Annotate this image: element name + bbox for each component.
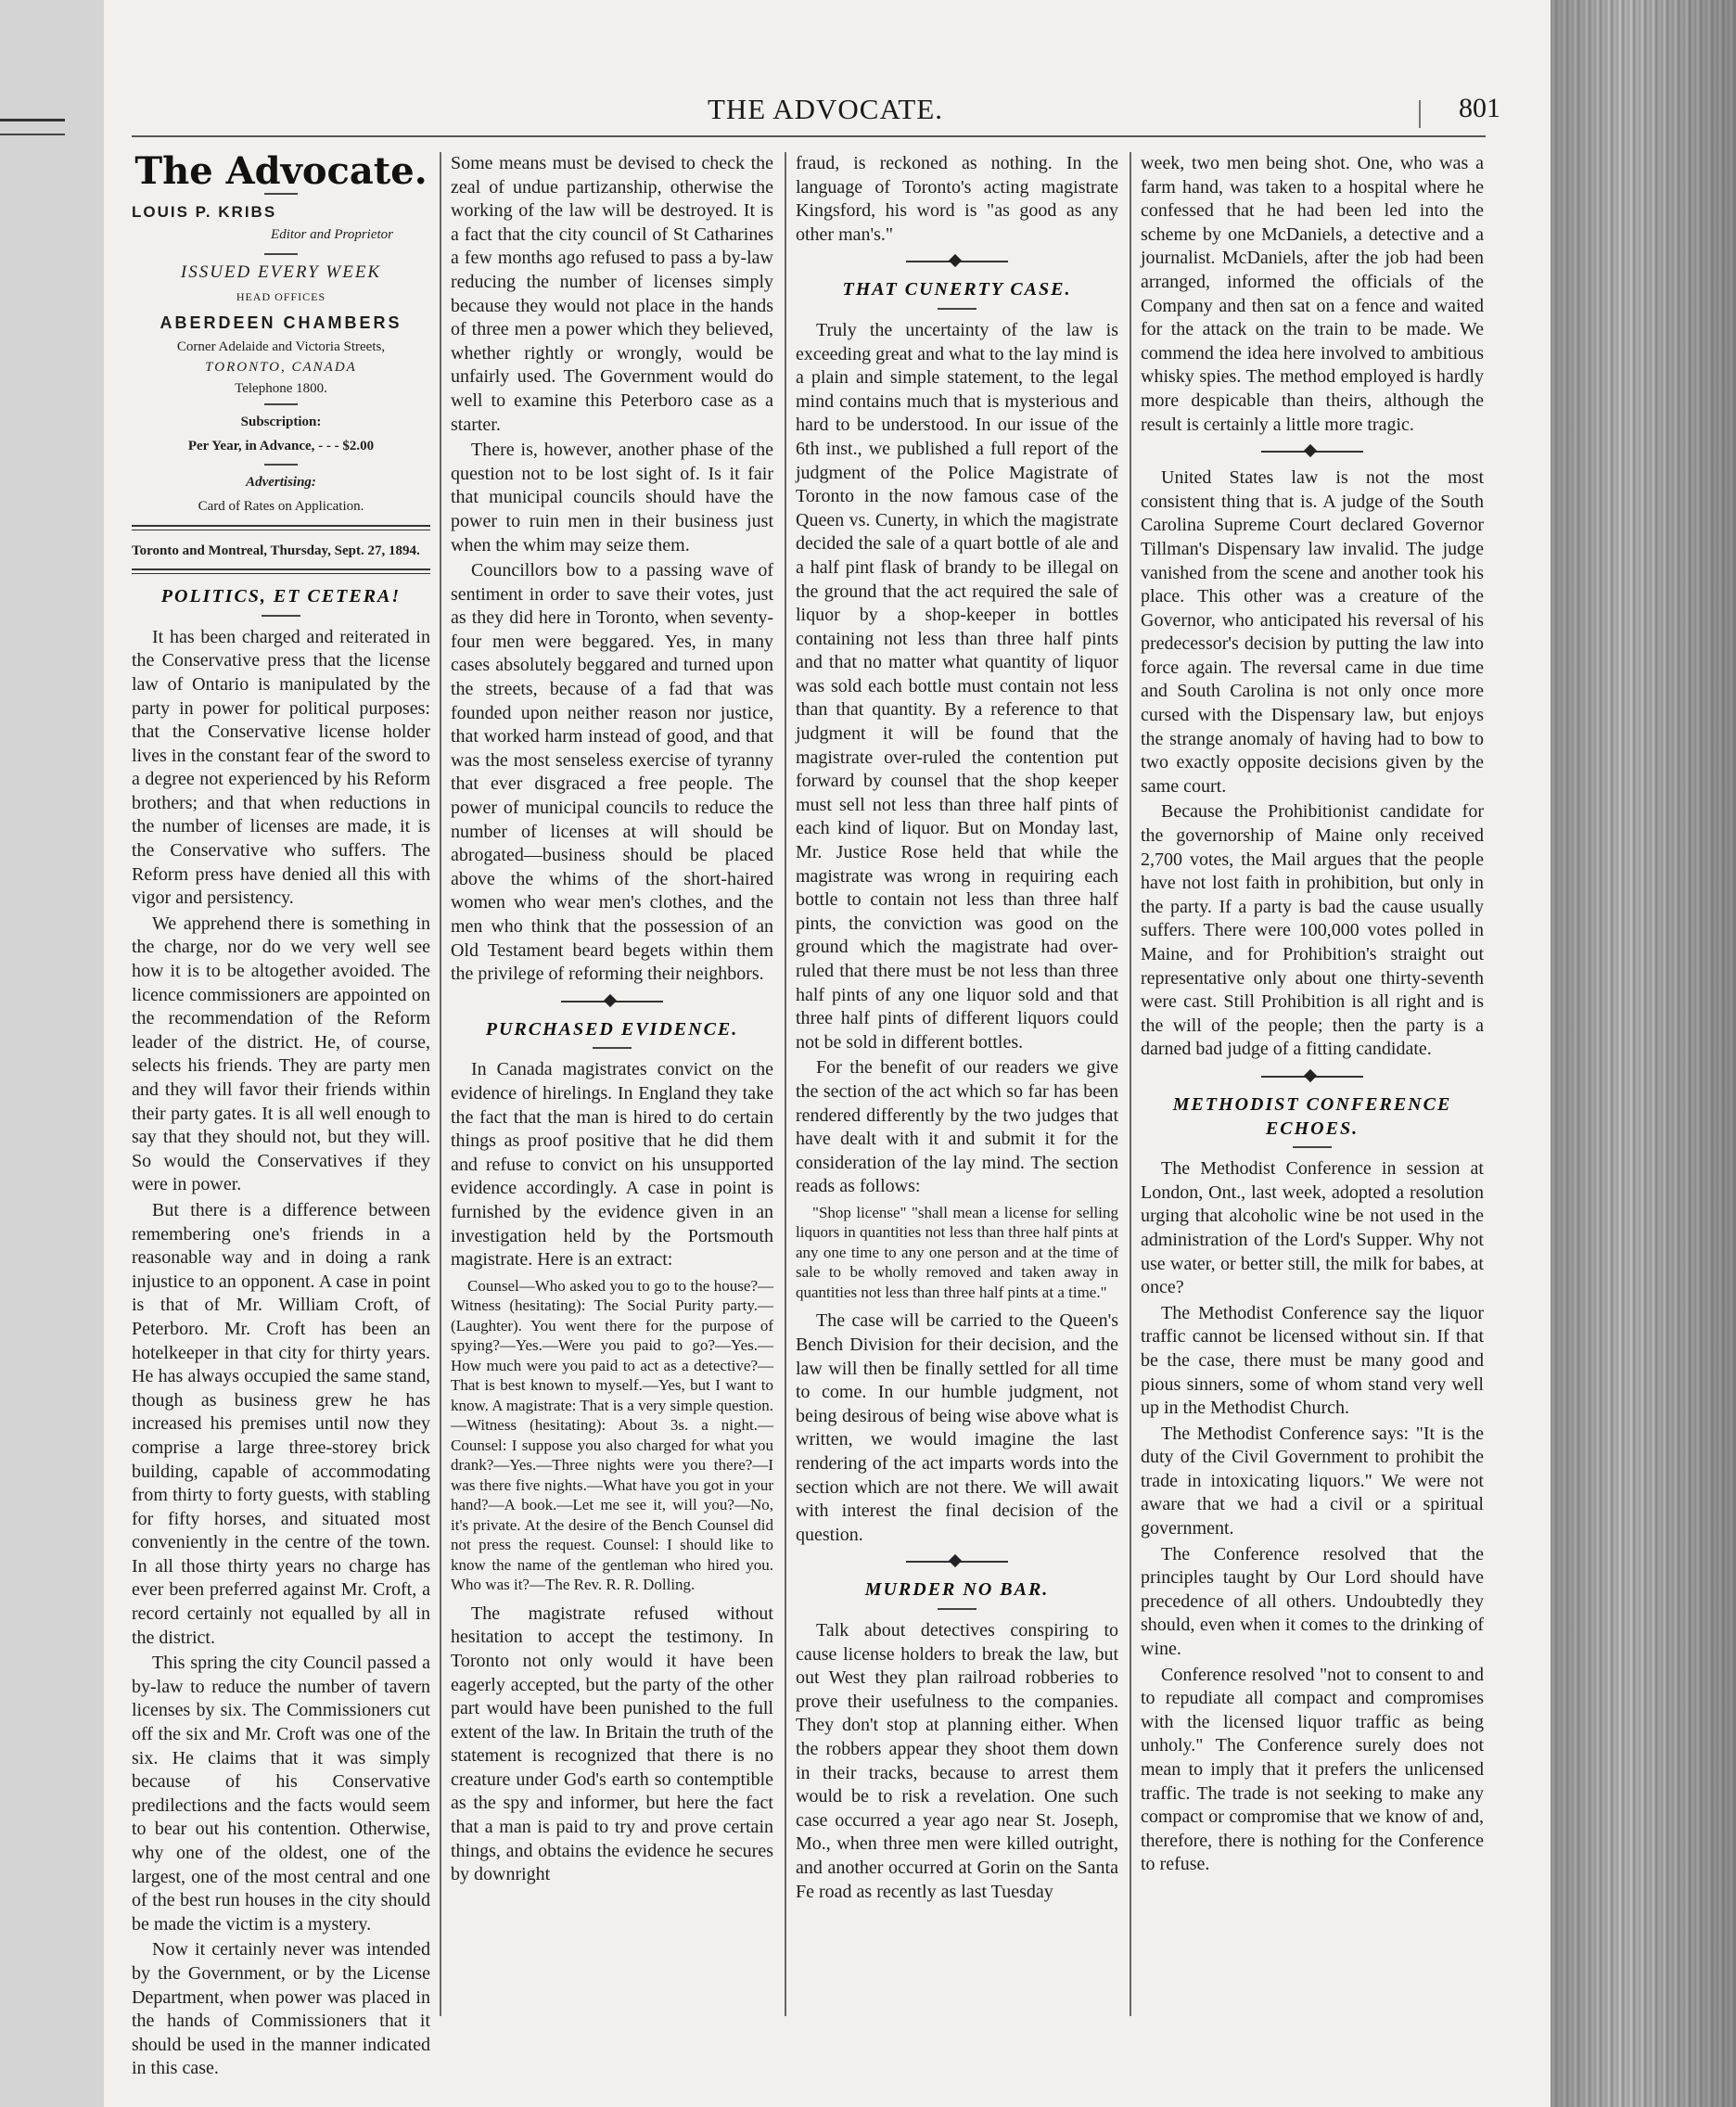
section-ornament (1261, 1071, 1363, 1082)
paragraph: The Conference resolved that the principles taught by Our Lord should have precedence of all others. Undoubtedly they should, even when it comes to the drinking of wine. (1141, 1543, 1484, 1660)
left-page-margin (0, 0, 104, 2107)
telephone: Telephone 1800. (235, 381, 327, 397)
section-ornament (906, 1556, 1008, 1567)
article-heading: PURCHASED EVIDENCE. (485, 1018, 739, 1040)
dateline: Toronto and Montreal, Thursday, Sept. 27, 1894. (132, 543, 420, 558)
section-ornament (561, 996, 663, 1007)
paragraph: fraud, is reckoned as nothing. In the language of Toronto's acting magistrate Kingsford, his word is "as good as any other man's." (796, 153, 1118, 245)
paragraph: week, two men being shot. One, who was a farm hand, was taken to a hospital where he confessed that he had been led into the scheme by one McDaniels, a detective and a journalist. McDaniels, after the job had been arranged, informed the officials of the Company and then sat on a fence and waited for the attack on the train to be made. We commend the idea here involved to ambitious whisky spies. The method employed is hardly more despicable than theirs, although the result is certainly a little more tragic. (1141, 153, 1484, 435)
masthead (132, 149, 430, 574)
advertising-label: Advertising: (246, 475, 316, 491)
article-heading: METHODIST CONFERENCE ECHOES. (1172, 1093, 1452, 1139)
paragraph: There is, however, another phase of the question not to be lost sight of. Is it fair that municipal councils should have the power to ruin men in their business just when the whim may seize them. (451, 440, 773, 555)
paragraph: The Methodist Conference in session at London, Ont., last week, adopted a resolution urging that alcoholic wine be not used in the administration of the Lord's Supper. Why not use water, or better still, the milk for babes, at once? (1141, 1158, 1484, 1298)
header-tick (1419, 100, 1421, 128)
address: Corner Adelaide and Victoria Streets, (176, 338, 386, 354)
paragraph: It has been charged and reiterated in the Conservative press that the license law of Ontario is manipulated by the party in power for political purposes: that the Conservative license holder lives in the constant fear of the sword to a degree not experienced by his Reform brothers; and that when reductions in the number of licenses are made, it is the Conservative who suffers. The Reform press have denied all this with vigor and persistency. (132, 626, 430, 909)
header-rule (132, 135, 1486, 137)
head-offices: HEAD OFFICES (236, 290, 326, 304)
paragraph: Some means must be devised to check the zeal of undue partizanship, otherwise the working of the law will be destroyed. It is a fact that the city council of St Catharines a few months ago refused to pass a by-law reducing the number of licenses simply because they would not place in the hands of three men a power which they believed, whether rightly or wrongly, would be unfairly used. The Government would do well to examine this Peterboro case as a starter. (451, 153, 773, 435)
paragraph: Because the Prohibitionist candidate for the governorship of Maine only received 2,700 votes, the Mail argues that the people have not lost faith in prohibition, but only in the party. If a party is bad the cause usually suffers. There were 100,000 votes polled in Maine, and for Prohibition's straight out representative only about one thirty-seventh were cast. Still Prohibition is all right and is the will of the people; then the party is a darned bad judge of a fitting candidate. (1141, 801, 1484, 1060)
paragraph: The magistrate refused without hesitation to accept the testimony. In Toronto not only would it have been eagerly accepted, but the party of the other part would have been punished to the full extent of the law. In Britain the truth of the statement is recognized that there is no creature under God's earth so contemptible as the spy and informer, but here the fact that a man is paid to try and prove certain things, and obtains the evidence he secures by downright (451, 1603, 773, 1885)
section-ornament (906, 256, 1008, 267)
paragraph: Conference resolved "not to consent to and to repudiate all compact and compromises with the licensed liquor traffic as being unholy." The Conference surely does not mean to imply that it prefers the unlicensed traffic. The trade is not seeking to make any compact or compromise that we know of and, therefore, there is nothing for the Conference to refuse. (1141, 1664, 1484, 1875)
column-4 (1141, 152, 1484, 2016)
paragraph: The Methodist Conference say the liquor traffic cannot be licensed without sin. If that be the case, there must be many good and pious sinners, some of whom stand very well up in the Methodist Church. (1141, 1302, 1484, 1419)
column-1 (132, 149, 430, 2079)
paragraph: For the benefit of our readers we give the section of the act which so far has been rendered differently by the two judges that have dealt with it and submit it for the consideration of the lay mind. The section reads as follows: (796, 1057, 1118, 1197)
building-name: ABERDEEN CHAMBERS (160, 313, 402, 332)
paragraph: Councillors bow to a passing wave of sentiment in order to save their votes, just as they did here in Toronto, when seventy-four men were beggared. Yes, in many cases absolutely beggared and turned upon the streets, because of a fad that was founded upon neither reason nor justice, that worked harm instead of good, and that was the most senseless exercise of tyranny that ever disgraced a free people. The power of municipal councils to reduce the number of licenses at will should be abrogated—business should be placed above the whims of the short-haired women who wear men's clothes, and the men who think that the possession of an Old Testament beard begets within them the privilege of reforming their neighbors. (451, 560, 773, 985)
column-3 (796, 152, 1118, 2016)
article-heading: THAT CUNERTY CASE. (842, 279, 1072, 300)
article-heading: MURDER NO BAR. (864, 1579, 1050, 1601)
margin-rule (0, 119, 65, 121)
paragraph: Truly the uncertainty of the law is exceeding great and what to the lay mind is a plain and simple statement, to the legal mind contains much that is mysterious and hard to be understood. In our issue of the 6th inst., we published a full report of the judgment of the Police Magistrate of Toronto in the now famous case of the Queen vs. Cunerty, in which the magistrate decided the sale of a quart bottle of ale and a half pint flask of brandy to be illegal on the ground that the act required the sale of liquor by a shop-keeper in bottles containing not less than three half pints and that no matter what quantity of liquor was sold each bottle must contain not less than that quantity. By a reference to that judgment it will be found that the magistrate over-ruled the contention put forward by counsel that the shop keeper must sell not less than three half pints of each kind of liquor. But on Monday last, Mr. Justice Rose held that while the magistrate was wrong in requiring each bottle to contain not less than three half pints, the conviction was good on the ground which the magistrate had over-ruled that there must be not less than three half pints of any one liquor sold and that three half pints of different liquors could not be sold in different bottles. (796, 319, 1118, 1053)
issued-line: ISSUED EVERY WEEK (180, 262, 382, 282)
paragraph: In Canada magistrates convict on the evidence of hirelings. In England they take the fact that the man is hired to do certain things as proof positive that he did them and refuse to convict on his unsupported evidence accordingly. A case in point is furnished by the evidence given in an investigation held by the Portsmouth magistrate. Here is an extract: (451, 1059, 773, 1271)
paragraph: Now it certainly never was intended by the Government, or by the License Department, when power was placed in the hands of Commissioners that it should be used in the manner indicated in this case. (132, 1939, 430, 2079)
paragraph: United States law is not the most consistent thing that is. A judge of the South Carolina Supreme Court declared Governor Tillman's Dispensary law invalid. The judge vanished from the scene and another took his place. This other was a creature of the Governor, who anticipated his reversal of his predecessor's decision by putting the law into force again. The reversal came in due time and South Carolina is not only once more cursed with the Dispensary law, but enjoys the strange anomaly of having had to bow to two exactly opposite decisions given by the same court. (1141, 467, 1484, 797)
section-ornament (1261, 446, 1363, 457)
subscription-label: Subscription: (240, 415, 322, 430)
paragraph: But there is a difference between remembering one's friends in a reasonable way and in doing a rank injustice to an opponent. A case in point is that of Mr. William Croft, of Peterboro. Mr. Croft has been an hotelkeeper in that city for thirty years. He has always occupied the same stand, though as business grew he has increased his premises until now they comprise a large three-storey brick building, capable of accommodating from thirty to forty guests, with stabling for fifty horses, and situated most conveniently in the centre of the town. In all those thirty years no charge has ever been preferred against Mr. Croft, a record certainly not equalled by all in the district. (132, 1199, 430, 1648)
margin-rule (0, 134, 65, 135)
quoted-extract: "Shop license" "shall mean a license for selling liquors in quantities not less than three half pints at any one time to any one person and at the time of sale to be wholly removed and taken away in quantities not less than three half pints at a time." (796, 1203, 1118, 1301)
editor-name: LOUIS P. KRIBS (132, 202, 277, 221)
advertising-text: Card of Rates on Application. (198, 498, 364, 514)
masthead-title: The Advocate. (134, 149, 428, 193)
running-title: THE ADVOCATE. (707, 93, 944, 125)
paragraph: The case will be carried to the Queen's Bench Division for their decision, and the law will then be finally settled for all time to come. In our humble judgment, not being desirous of being wise above what is written, we would imagine the last rendering of the act imparts words into the section which are not there. We will await with interest the final decision of the question. (796, 1310, 1118, 1545)
column-rule (440, 152, 441, 2016)
paragraph: This spring the city Council passed a by-law to reduce the number of tavern licenses by six. The Commissioners cut off the six and Mr. Croft was one of the six. He claims that it was simply because of his Conservative predilections and the facts would seem to bear out his contention. Otherwise, why one of the oldest, one of the largest, one of the most central and one of the best run houses in the city should be made the victim is a mystery. (132, 1653, 430, 1935)
city: TORONTO, CANADA (205, 359, 357, 375)
column-rule (785, 152, 786, 2016)
subscription-price: Per Year, in Advance, - - - $2.00 (187, 438, 375, 453)
column-2 (451, 152, 773, 2016)
column-rule (1130, 152, 1131, 2016)
article-heading: POLITICS, ET CETERA! (160, 586, 402, 607)
quoted-extract: Counsel—Who asked you to go to the house?—Witness (hesitating): The Social Purity party.—(Laughter). You went there for the purpose of spying?—Yes.—Were you paid to go?—Yes.—How much were you paid to act as a detective?—That is best known to myself.—Yes, but I want to know. A magistrate: That is a very simple question.—Witness (hesitating): About 3s. a night.—Counsel: I suppose you also charged for what you drank?—Yes.—Three nights were you there?—I was there five nights.—What have you got in your hand?—A book.—Let me see it, will you?—No, it's private. At the desire of the Bench Counsel did not press the request. Counsel: I should like to know the name of the gentleman who hired you. Who was it?—The Rev. R. R. Dolling. (451, 1276, 773, 1594)
paragraph: We apprehend there is something in the charge, nor do we very well see how it is to be altogether avoided. The licence commissioners are appointed on the recommendation of the Reform leader of the district. He, of course, selects his friends. They are party men and they will favor their friends within their party gates. It is all well enough to say that they should not, but they will. So would the Conservatives if they were in power. (132, 913, 430, 1195)
paragraph: Talk about detectives conspiring to cause license holders to break the law, but out West they plan railroad robberies to prove their usefulness to the companies. They don't stop at planning either. When the robbers appear they shoot them down in their tracks, because to arrest them would be to risk a revelation. One such case occurred a year ago near St. Joseph, Mo., when three men were killed outright, and another occurred at Gorin on the Santa Fe road as recently as last Tuesday (796, 1619, 1118, 1902)
editor-role: Editor and Proprietor (271, 227, 393, 243)
paragraph: The Methodist Conference says: "It is the duty of the Civil Government to prohibit the trade in intoxicating liquors." We were not aware that we had a civil or a spiritual government. (1141, 1423, 1484, 1539)
book-page-edges (1551, 0, 1736, 2107)
page-number: 801 (1459, 93, 1500, 123)
